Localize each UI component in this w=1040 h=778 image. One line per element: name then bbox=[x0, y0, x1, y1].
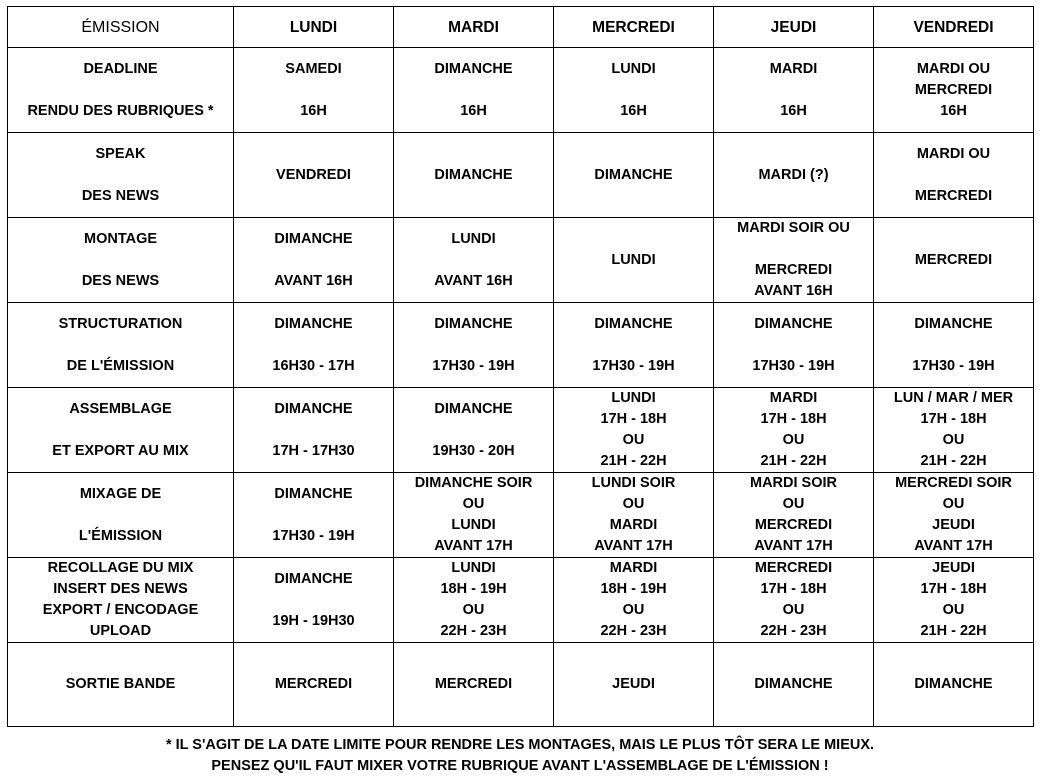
cell-line: UPLOAD bbox=[89, 623, 152, 639]
cell-line: DIMANCHE bbox=[754, 676, 833, 692]
schedule-cell bbox=[874, 218, 1034, 303]
schedule-cell bbox=[554, 643, 714, 727]
cell-line: SAMEDI bbox=[285, 60, 342, 77]
cell-line: RECOLLAGE DU MIX bbox=[47, 560, 194, 576]
cell-line: 16H bbox=[300, 102, 327, 119]
cell-line: OU bbox=[942, 496, 965, 512]
cell-line: 22H - 23H bbox=[600, 623, 667, 639]
cell-line: 17H - 17H30 bbox=[272, 442, 355, 459]
cell-line: 16H bbox=[940, 102, 967, 119]
header-row bbox=[8, 7, 1034, 48]
footnote-line-2: PENSEZ QU'IL FAUT MIXER VOTRE RUBRIQUE AVANT L'ASSEMBLAGE DE L'ÉMISSION ! bbox=[211, 758, 829, 774]
cell-line: DIMANCHE bbox=[914, 315, 993, 332]
schedule-cell bbox=[554, 388, 714, 473]
cell-line: DIMANCHE bbox=[594, 315, 673, 332]
cell-line: DIMANCHE bbox=[434, 315, 513, 332]
cell-line: 18H - 19H bbox=[440, 581, 507, 597]
cell-line: 17H - 18H bbox=[600, 411, 667, 427]
cell-line: ET EXPORT AU MIX bbox=[52, 442, 189, 459]
cell-line: OU bbox=[782, 602, 805, 618]
cell-line: 18H - 19H bbox=[600, 581, 667, 597]
cell-line: LUNDI bbox=[611, 60, 656, 77]
cell-line: DIMANCHE bbox=[754, 315, 833, 332]
schedule-cell bbox=[394, 473, 554, 558]
schedule-cell bbox=[394, 218, 554, 303]
cell-line: 19H30 - 20H bbox=[432, 442, 515, 459]
cell-line: DEADLINE bbox=[83, 60, 158, 77]
cell-line: MERCREDI bbox=[274, 676, 353, 692]
header-emission: ÉMISSION bbox=[8, 7, 234, 48]
cell-line: DE L'ÉMISSION bbox=[66, 357, 175, 374]
schedule-cell bbox=[874, 558, 1034, 643]
schedule-cell bbox=[714, 303, 874, 388]
schedule-cell bbox=[234, 558, 394, 643]
cell-line: MERCREDI bbox=[754, 560, 833, 576]
cell-line: SPEAK bbox=[95, 145, 146, 162]
cell-line: MERCREDI bbox=[434, 676, 513, 692]
schedule-cell bbox=[554, 558, 714, 643]
cell-line: VENDREDI bbox=[276, 166, 351, 183]
schedule-cell bbox=[234, 218, 394, 303]
schedule-cell bbox=[714, 133, 874, 218]
cell-line: MIXAGE DE bbox=[79, 485, 162, 502]
cell-line: OU bbox=[622, 602, 645, 618]
cell-line: AVANT 17H bbox=[594, 538, 673, 554]
cell-line: 17H - 18H bbox=[920, 581, 987, 597]
schedule-row bbox=[8, 388, 1034, 473]
schedule-cell bbox=[234, 388, 394, 473]
schedule-cell bbox=[554, 133, 714, 218]
header-mardi: MARDI bbox=[394, 7, 554, 48]
cell-line: DIMANCHE bbox=[594, 166, 673, 183]
schedule-cell bbox=[394, 643, 554, 727]
cell-line: OU bbox=[782, 496, 805, 512]
schedule-cell bbox=[234, 303, 394, 388]
schedule-cell bbox=[394, 303, 554, 388]
schedule-cell bbox=[394, 388, 554, 473]
schedule-cell bbox=[394, 558, 554, 643]
schedule-cell bbox=[394, 48, 554, 133]
cell-line: OU bbox=[622, 496, 645, 512]
cell-line: DIMANCHE SOIR bbox=[414, 475, 533, 491]
schedule-cell bbox=[874, 133, 1034, 218]
cell-line: MARDI bbox=[769, 60, 818, 77]
schedule-cell bbox=[714, 643, 874, 727]
cell-line: 17H30 - 19H bbox=[752, 357, 835, 374]
header-jeudi: JEUDI bbox=[714, 7, 874, 48]
cell-line: L'ÉMISSION bbox=[78, 527, 163, 544]
schedule-row bbox=[8, 218, 1034, 303]
cell-line: ASSEMBLAGE bbox=[69, 400, 172, 417]
schedule-row bbox=[8, 558, 1034, 643]
cell-line: MARDI (?) bbox=[758, 166, 829, 183]
cell-line: LUNDI bbox=[451, 517, 496, 533]
schedule-cell bbox=[874, 303, 1034, 388]
schedule-cell bbox=[714, 218, 874, 303]
row-label-cell bbox=[8, 388, 234, 473]
cell-line: 17H - 18H bbox=[760, 581, 827, 597]
cell-line: DIMANCHE bbox=[434, 60, 513, 77]
footnote-line-1: * IL S'AGIT DE LA DATE LIMITE POUR RENDRE LES MONTAGES, MAIS LE PLUS TÔT SERA LE MIEUX. bbox=[165, 737, 875, 753]
cell-line: DIMANCHE bbox=[434, 400, 513, 417]
cell-line: DIMANCHE bbox=[274, 485, 353, 502]
schedule-cell bbox=[874, 473, 1034, 558]
cell-line: AVANT 16H bbox=[754, 283, 833, 299]
cell-line: OU bbox=[462, 496, 485, 512]
cell-line: LUNDI SOIR bbox=[591, 475, 676, 491]
cell-line: MARDI bbox=[609, 560, 658, 576]
cell-line: MARDI bbox=[769, 390, 818, 406]
cell-line: 22H - 23H bbox=[440, 623, 507, 639]
schedule-cell bbox=[234, 473, 394, 558]
header-vendredi: VENDREDI bbox=[874, 7, 1034, 48]
cell-line: 17H - 18H bbox=[920, 411, 987, 427]
cell-line: MARDI OU bbox=[916, 145, 991, 162]
cell-line: DIMANCHE bbox=[434, 166, 513, 183]
schedule-cell bbox=[554, 473, 714, 558]
cell-line: DIMANCHE bbox=[274, 315, 353, 332]
row-label-cell bbox=[8, 473, 234, 558]
cell-line: DIMANCHE bbox=[274, 400, 353, 417]
cell-line: 22H - 23H bbox=[760, 623, 827, 639]
cell-line: EXPORT / ENCODAGE bbox=[42, 602, 199, 618]
header-lundi: LUNDI bbox=[234, 7, 394, 48]
cell-line: RENDU DES RUBRIQUES * bbox=[27, 102, 214, 119]
cell-line: MERCREDI bbox=[914, 251, 993, 268]
cell-line: MARDI OU bbox=[916, 60, 991, 77]
cell-line: 17H30 - 19H bbox=[912, 357, 995, 374]
cell-line: 21H - 22H bbox=[760, 453, 827, 469]
schedule-cell bbox=[234, 643, 394, 727]
cell-line: OU bbox=[462, 602, 485, 618]
cell-line: 21H - 22H bbox=[920, 623, 987, 639]
schedule-row bbox=[8, 643, 1034, 727]
schedule-cell bbox=[554, 303, 714, 388]
row-label-cell bbox=[8, 643, 234, 727]
header-mercredi: MERCREDI bbox=[554, 7, 714, 48]
schedule-cell bbox=[714, 558, 874, 643]
cell-line: AVANT 17H bbox=[754, 538, 833, 554]
cell-line: LUNDI bbox=[611, 251, 656, 268]
schedule-cell bbox=[554, 218, 714, 303]
schedule-cell bbox=[874, 643, 1034, 727]
cell-line: 16H30 - 17H bbox=[272, 357, 355, 374]
row-label-cell bbox=[8, 133, 234, 218]
schedule-cell bbox=[714, 473, 874, 558]
cell-line: OU bbox=[942, 432, 965, 448]
cell-line: DES NEWS bbox=[81, 272, 160, 289]
cell-line: DES NEWS bbox=[81, 187, 160, 204]
schedule-cell bbox=[234, 133, 394, 218]
cell-line: STRUCTURATION bbox=[58, 315, 183, 332]
row-label-cell bbox=[8, 303, 234, 388]
cell-line: 16H bbox=[620, 102, 647, 119]
cell-line: 21H - 22H bbox=[600, 453, 667, 469]
schedule-table bbox=[7, 6, 1034, 727]
schedule-row bbox=[8, 133, 1034, 218]
cell-line: MARDI SOIR bbox=[750, 475, 837, 491]
schedule-cell bbox=[714, 388, 874, 473]
cell-line: 16H bbox=[460, 102, 487, 119]
cell-line: AVANT 17H bbox=[434, 538, 513, 554]
schedule-cell bbox=[714, 48, 874, 133]
cell-line: MONTAGE bbox=[83, 230, 158, 247]
schedule-row bbox=[8, 303, 1034, 388]
schedule-cell bbox=[554, 48, 714, 133]
cell-line: MARDI SOIR OU bbox=[737, 220, 850, 236]
row-label-cell bbox=[8, 48, 234, 133]
cell-line: 17H30 - 19H bbox=[592, 357, 675, 374]
schedule-row bbox=[8, 473, 1034, 558]
cell-line: LUNDI bbox=[611, 390, 656, 406]
cell-line: MERCREDI bbox=[914, 81, 993, 98]
schedule-cell bbox=[234, 48, 394, 133]
cell-line: 21H - 22H bbox=[920, 453, 987, 469]
cell-line: AVANT 16H bbox=[434, 272, 513, 289]
cell-line: 19H - 19H30 bbox=[272, 612, 355, 629]
cell-line: JEUDI bbox=[932, 560, 975, 576]
schedule-cell bbox=[874, 48, 1034, 133]
cell-line: 17H - 18H bbox=[760, 411, 827, 427]
cell-line: INSERT DES NEWS bbox=[53, 581, 188, 597]
cell-line: 17H30 - 19H bbox=[432, 357, 515, 374]
cell-line: MERCREDI bbox=[914, 187, 993, 204]
schedule-cell bbox=[874, 388, 1034, 473]
cell-line: MERCREDI bbox=[754, 262, 833, 278]
row-label-cell bbox=[8, 218, 234, 303]
cell-line: DIMANCHE bbox=[274, 570, 353, 587]
cell-line: MERCREDI bbox=[754, 517, 833, 533]
cell-line: OU bbox=[622, 432, 645, 448]
cell-line: AVANT 17H bbox=[914, 538, 993, 554]
schedule-row bbox=[8, 48, 1034, 133]
cell-line: LUNDI bbox=[451, 230, 496, 247]
cell-line: SORTIE BANDE bbox=[65, 676, 176, 692]
cell-line: MERCREDI SOIR bbox=[895, 475, 1012, 491]
cell-line: DIMANCHE bbox=[274, 230, 353, 247]
cell-line: AVANT 16H bbox=[274, 272, 353, 289]
schedule-cell bbox=[394, 133, 554, 218]
cell-line: OU bbox=[942, 602, 965, 618]
cell-line: OU bbox=[782, 432, 805, 448]
cell-line: 16H bbox=[780, 102, 807, 119]
cell-line: LUN / MAR / MER bbox=[893, 390, 1014, 406]
row-label-cell bbox=[8, 558, 234, 643]
cell-line: DIMANCHE bbox=[914, 676, 993, 692]
cell-line: LUNDI bbox=[451, 560, 496, 576]
cell-line: JEUDI bbox=[932, 517, 975, 533]
cell-line: MARDI bbox=[609, 517, 658, 533]
cell-line: 17H30 - 19H bbox=[272, 527, 355, 544]
cell-line: JEUDI bbox=[612, 676, 655, 692]
